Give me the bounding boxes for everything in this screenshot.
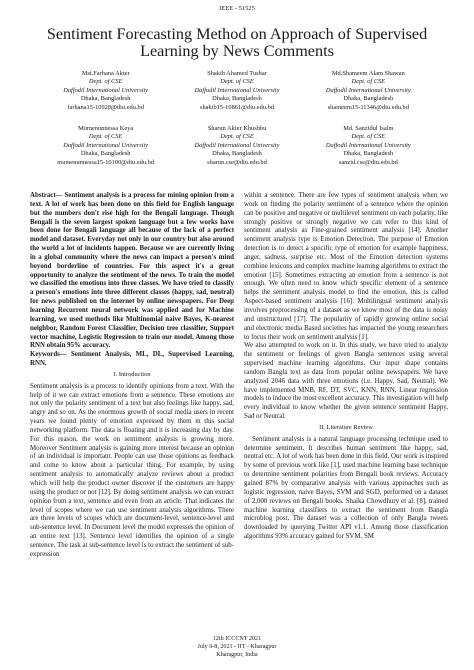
author-city: Dhaka, Bangladesh: [343, 95, 394, 103]
author-university: Daffodil International University: [325, 141, 411, 149]
right-column: [244, 192, 448, 542]
author-city: Dhaka, Bangladesh: [80, 150, 131, 158]
introduction-text: Sentiment analysis is a process to identify opinions from a text. With the help of it we can extract emotions from a sentence. These emotions are not only the polarity sentiment of a text but also feelings like happy, sad, angry and so on. As the enormous growth of social media users in recent years we found plenty of emotion expressed by them in this social networking platform. The data is floating and it is increasing day by day. For this reason, the work on sentiment analysis is growing more. Moreover Sentiment analysis is gaining more interest because an opinion of an individual is important. People can use those opinions as feedback and come to know about a particular thing. For example, by using sentiment analysis to automatically analyze reviews about a product which will help the product owner discover if the customers are happy using the product or not [12]. By doing sentiment analysis we can extract opinion from a text, sentence and even from an article. That indicates the level of scopes where we can use sentiment analysis algorithms. There are three levels of scopes which are document-level, sentence-level and sub-sentence level. In Document level the model expresses the opinion of an entire text [13]. Sentence level identifies the opinion of a single sentence. The task at sub-sentence level is to extract the sentiment of sub-expression: [30, 382, 234, 558]
author-block: [303, 125, 434, 167]
footer-dates: July 6-8, 2021 - IIT - Kharagpur: [197, 643, 277, 650]
keywords: Keywords— Sentiment Analysis, ML, DL, Supervised Learning, RNN.: [30, 351, 234, 368]
conference-id: IEEE - 51525: [219, 5, 255, 12]
author-block: [40, 125, 171, 167]
author-block: [40, 70, 171, 112]
author-dept: Dept. of CSE: [88, 133, 123, 141]
footer-location: Kharagpur, India: [216, 651, 258, 658]
author-university: Daffodil International University: [194, 141, 280, 149]
author-block: [171, 70, 302, 112]
author-university: Daffodil International University: [325, 86, 411, 94]
author-dept: Dept. of CSE: [220, 78, 254, 86]
author-dept: Dept. of CSE: [351, 78, 386, 86]
author-email[interactable]: sanzid.cse@diu.edu.bd: [338, 158, 398, 166]
author-city: Dhaka, Bangladesh: [80, 95, 131, 103]
author-dept: Dept. of CSE: [220, 133, 254, 141]
section-heading-literature-review: II. Literature Review: [319, 423, 373, 431]
author-row: [40, 70, 434, 112]
author-name: Sharun Akter Khushbu: [207, 125, 267, 132]
left-column: [30, 192, 234, 560]
author-city: Dhaka, Bangladesh: [343, 150, 394, 158]
author-email[interactable]: shameem15-11346@diu.edu.bd: [327, 103, 409, 111]
author-row: [40, 125, 434, 167]
author-name: Md. Sanzidul Isalm: [343, 125, 394, 132]
author-email[interactable]: mumenunnessa15-10100@diu.edu.bd: [57, 158, 155, 166]
abstract: Abstract— Sentiment analysis is a process for mining opinion from a text. A lot of work has been done on this field for English language but the numbers don't rise high for the Bengali language. Though Bengali is the seven largest spoken language but a few works have been done for Bengali language all because of the lack of a perfect model and dataset. Everyday not only in our country but also around the world a lot of incidents happen. Because we are currently living in a global community where the news can impact a person's mind beyond borderline of countries. For this aspect it's a great opportunity to analyze the sentiment of the news. To train the model we classified the emotions into three classes. We have tried to classify a person's emotions into three different classes (happy, sad, neutral) for news published on the internet by online newspapers. For Deep learning Recurrent neural network was applied and for Machine learning, we used methods like Multinomial naive Bayes, K-nearest neighbor, Random Forest Classifier, Decision tree classifier, Support vector machine, Logistic Regression to train our model. Among those RNN obtain 95% accuracy.: [30, 192, 234, 350]
author-email[interactable]: farhana15-10928@diu.edu.bd: [67, 103, 144, 111]
author-city: Dhaka, Bangladesh: [212, 95, 262, 103]
study-summary-text: We also attempted to work on it. In this study, we have tried to analyze the sentiment or feelings of given Bangla sentences using several supervised machine learning algorithms. Our input shape contains random Bangla text as data from popular online newspapers. We have analyzed 2046 data with three emotions (i.e. Happy, Sad, Neutral). We have implemented MNB, RF, DT, SVC, KNN, RNN, Linear regression models to induce the most excellent accuracy. This investigation will help every individual to know whether the given sentence sentiment Happy, Sad or Neutral.: [244, 342, 448, 421]
author-dept: Dept. of CSE: [88, 78, 123, 86]
author-name: Mst.Farhana Akter: [81, 70, 130, 77]
author-email[interactable]: shakib15-10861@diu.edu.bd: [199, 103, 275, 111]
footer-conference: 12th ICCCNT 2021: [212, 636, 262, 642]
literature-review-text: Sentiment analysis is a natural language processing technique used to determine sentiment. It describes human sentiment like happy, sad, neutral etc. A lot of work has been done in this field. Our work is inspired by some of previous work like [1], used machine learning base technique to determine sentiment polarities from Bengali book reviews. Accuracy gained 87% by comparative analysis with various approaches such as logistic regression, naive Bayes, SVM and SGD, performed on a dataset of 2,000 reviews on Bengali books. Shaika Chowdhury et al. [8], trained machine learning classifiers to extract the sentiment from Bangla microblog post. The dataset was a collection of only Bangla tweets downloaded by querying Twitter API v1.1. Among those classification algorithms 93% accuracy gained for SVM. SM: [244, 435, 448, 541]
author-name: Shakib Ahamed Tushar: [207, 70, 267, 77]
author-university: Daffodil International University: [63, 86, 149, 94]
author-city: Dhaka, Bangladesh: [212, 150, 262, 158]
paper-title: Sentiment Forecasting Method on Approach of Supervised Learning by News Comments: [46, 25, 428, 60]
author-university: Daffodil International University: [63, 141, 149, 149]
author-block: [171, 125, 302, 167]
author-name: Mumenunnessa Keya: [78, 125, 134, 132]
page-footer: [0, 636, 474, 659]
author-name: Md.Shameem Alam Shawan: [331, 70, 405, 77]
introduction-text-continued: within a sentence. There are few types of sentiment analysis when we work on finding the polarity sentiment of a sentence where the opinion can be positive and negative or multilevel sentiment on each polarity, like strongly positive or strongly negative we can refer to this kind of sentiment analysis as Fine-grained sentiment analysis [14]. Another sentiment analysis type is Emotion Detection. The purpose of Emotion detection is to detect a specific type of emotion for example happiness, anger, sadness, surprise etc. Most of the Emotion detection systems combine lexicons and complex machine learning algorithms to extract the emotion [15]. Sometimes extracting an emotion from a sentence is not enough. We often need to know which specific element of a sentence helps the sentiment analysis model to find the emotion, this is called Aspect-based sentiment analysis [16]. Multilingual sentiment analysis involves preprocessing of a dataset as we know most of the data is noisy and unstructured [17]. The popularity of rapidly growing online social and electronic media Based societies has impacted the young researchers to focus their work on sentiment analysis [1].: [244, 192, 448, 341]
author-university: Daffodil International University: [194, 86, 280, 94]
section-heading-introduction: I. Introduction: [113, 370, 151, 378]
author-block: [303, 70, 434, 112]
author-email[interactable]: sharun.cse@diu.edu.bd: [207, 158, 267, 166]
author-dept: Dept. of CSE: [351, 133, 386, 141]
